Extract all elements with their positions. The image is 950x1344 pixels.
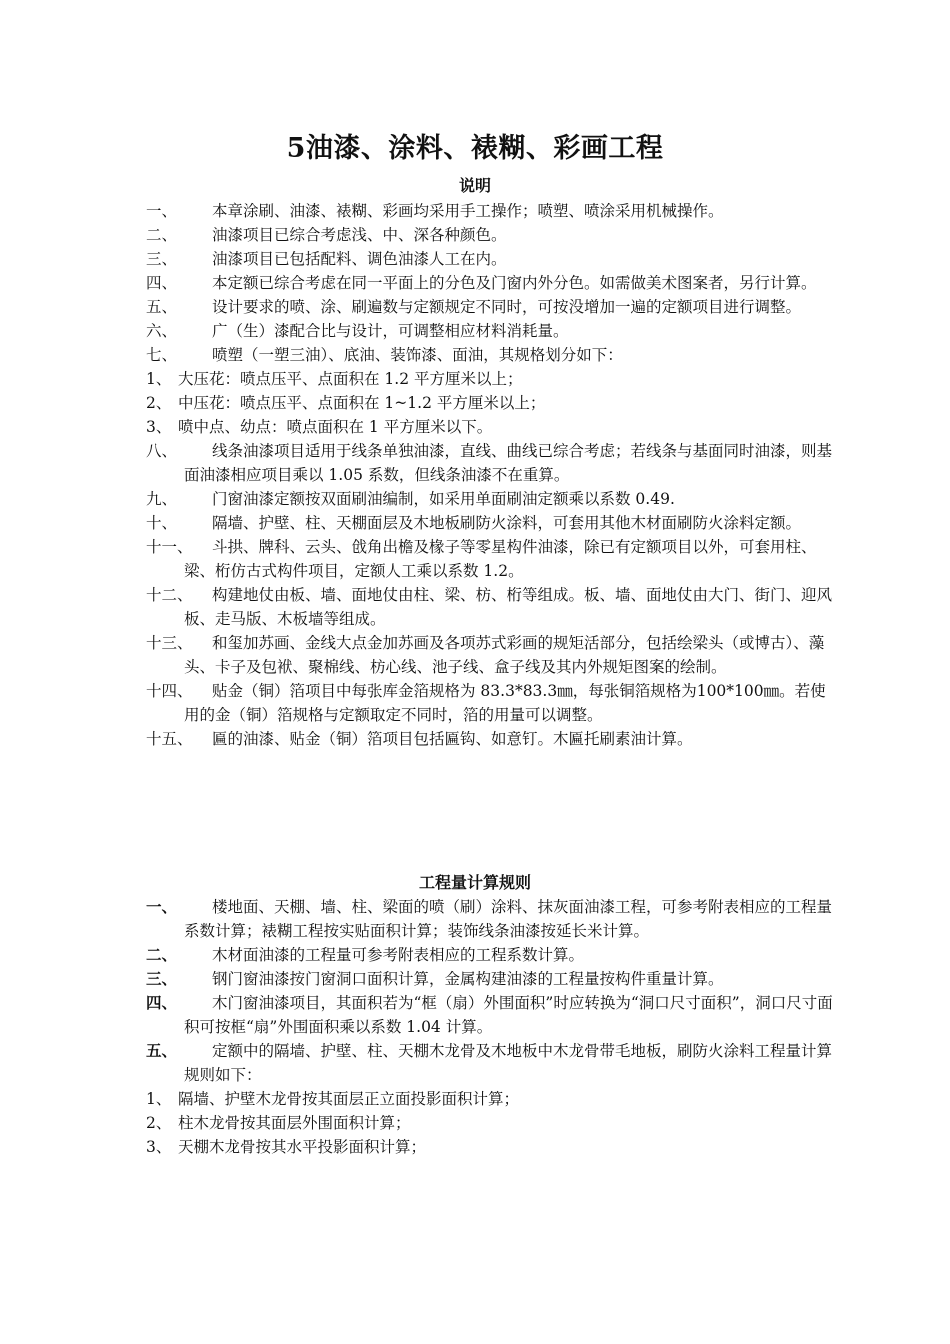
item-text: 木材面油漆的工程量可参考附表相应的工程系数计算。 [212, 946, 585, 964]
sub-list-item [146, 415, 836, 439]
list-item [146, 679, 836, 727]
item-number: 二、 [146, 945, 178, 964]
item-number: 一、 [146, 202, 178, 220]
list-item [146, 631, 836, 679]
item-number: 九、 [146, 490, 178, 508]
item-number: 3、 [146, 1138, 172, 1156]
item-text: 钢门窗油漆按门窗洞口面积计算，金属构建油漆的工程量按构件重量计算。 [212, 970, 724, 988]
list-item [146, 583, 836, 631]
item-number: 十一、 [146, 538, 193, 556]
sub-list-item [146, 391, 836, 415]
list-item [146, 1039, 836, 1087]
item-text: 油漆项目已综合考虑浅、中、深各种颜色。 [212, 226, 507, 244]
item-number: 三、 [146, 250, 178, 268]
item-number: 四、 [146, 993, 178, 1012]
item-text: 喷塑（一塑三油）、底油、装饰漆、面油，其规格划分如下： [212, 346, 623, 364]
section-heading-rules: 工程量计算规则 [418, 873, 531, 892]
list-item [146, 199, 836, 223]
sub-list-item [146, 1111, 836, 1135]
list-item [146, 895, 836, 943]
list-item [146, 943, 836, 967]
list-item [146, 511, 836, 535]
list-item [146, 487, 836, 511]
item-text: 斗拱、牌科、云头、戗角出檐及椽子等零星构件油漆，除已有定额项目以外，可套用柱、梁、桁仿古式构件项目，定额人工乘以系数 1.2。 [184, 538, 817, 580]
item-text: 线条油漆项目适用于线条单独油漆，直线、曲线已综合考虑；若线条与基面同时油漆，则基面油漆相应项目乘以 1.05 系数，但线条油漆不在重算。 [184, 442, 833, 484]
list-item [146, 439, 836, 487]
list-item [146, 247, 836, 271]
item-number: 十、 [146, 514, 178, 532]
item-text: 和玺加苏画、金线大点金加苏画及各项苏式彩画的规矩活部分，包括绘梁头（或博古）、藻头、卡子及包袱、聚棉线、枋心线、池子线、盒子线及其内外规矩图案的绘制。 [184, 634, 825, 676]
item-text: 广（生）漆配合比与设计，可调整相应材料消耗量。 [212, 322, 569, 340]
item-text: 本章涂刷、油漆、裱糊、彩画均采用手工操作；喷塑、喷涂采用机械操作。 [212, 202, 724, 220]
item-number: 三、 [146, 969, 178, 988]
sub-list-item [146, 367, 836, 391]
item-text: 匾的油漆、贴金（铜）箔项目包括匾钩、如意钉。木匾托刷素油计算。 [212, 730, 693, 748]
item-text: 柱木龙骨按其面层外围面积计算； [178, 1114, 411, 1132]
item-text: 构建地仗由板、墙、面地仗由柱、梁、枋、桁等组成。板、墙、面地仗由大门、街门、迎风板、走马版、木板墙等组成。 [184, 586, 833, 628]
rules-list [146, 895, 836, 1159]
item-text: 木门窗油漆项目，其面积若为“框（扇）外围面积”时应转换为“洞口尺寸面积”，洞口尺寸面积可按框“扇”外围面积乘以系数 1.04 计算。 [184, 994, 833, 1036]
item-text: 定额中的隔墙、护壁、柱、天棚木龙骨及木地板中木龙骨带毛地板，刷防火涂料工程量计算规则如下： [184, 1042, 833, 1084]
list-item [146, 991, 836, 1039]
list-item [146, 535, 836, 583]
item-number: 1、 [146, 370, 172, 388]
list-item [146, 727, 836, 751]
item-number: 1、 [146, 1090, 172, 1108]
notes-list [146, 199, 836, 751]
item-text: 隔墙、护壁、柱、天棚面层及木地板刷防火涂料，可套用其他木材面刷防火涂料定额。 [212, 514, 802, 532]
item-text: 中压花：喷点压平、点面积在 1~1.2 平方厘米以上； [178, 394, 546, 412]
list-item [146, 295, 836, 319]
item-number: 十五、 [146, 730, 193, 748]
item-number: 五、 [146, 298, 178, 316]
item-number: 2、 [146, 394, 172, 412]
item-number: 一、 [146, 897, 178, 916]
item-text: 油漆项目已包括配料、调色油漆人工在内。 [212, 250, 507, 268]
item-text: 贴金（铜）箔项目中每张库金箔规格为 83.3*83.3㎜，每张铜箔规格为100*100㎜。若使用的金（铜）箔规格与定额取定不同时，箔的用量可以调整。 [184, 682, 826, 724]
list-item [146, 223, 836, 247]
list-item [146, 967, 836, 991]
item-number: 五、 [146, 1041, 178, 1060]
list-item [146, 319, 836, 343]
item-number: 七、 [146, 346, 178, 364]
item-number: 六、 [146, 322, 178, 340]
item-text: 门窗油漆定额按双面刷油编制，如采用单面刷油定额乘以系数 0.49. [212, 490, 675, 508]
item-number: 2、 [146, 1114, 172, 1132]
item-number: 四、 [146, 274, 178, 292]
item-text: 楼地面、天棚、墙、柱、梁面的喷（刷）涂料、抹灰面油漆工程，可参考附表相应的工程量系数计算；裱糊工程按实贴面积计算；装饰线条油漆按延长米计算。 [184, 898, 833, 940]
item-text: 大压花：喷点压平、点面积在 1.2 平方厘米以上； [178, 370, 523, 388]
section-heading-notes: 说明 [458, 176, 491, 195]
item-text: 设计要求的喷、涂、刷遍数与定额规定不同时，可按没增加一遍的定额项目进行调整。 [212, 298, 802, 316]
item-number: 十二、 [146, 586, 193, 604]
item-number: 十三、 [146, 634, 193, 652]
sub-list-item [146, 1087, 836, 1111]
page-title: 5油漆、涂料、裱糊、彩画工程 [286, 133, 664, 164]
sub-list-item [146, 1135, 836, 1159]
item-number: 八、 [146, 442, 178, 460]
item-text: 喷中点、幼点：喷点面积在 1 平方厘米以下。 [178, 418, 493, 436]
item-text: 天棚木龙骨按其水平投影面积计算； [178, 1138, 427, 1156]
list-item [146, 271, 836, 295]
item-number: 二、 [146, 226, 178, 244]
item-number: 十四、 [146, 682, 193, 700]
item-text: 隔墙、护壁木龙骨按其面层正立面投影面积计算； [178, 1090, 520, 1108]
list-item [146, 343, 836, 367]
item-text: 本定额已综合考虑在同一平面上的分色及门窗内外分色。如需做美术图案者，另行计算。 [212, 274, 817, 292]
item-number: 3、 [146, 418, 172, 436]
